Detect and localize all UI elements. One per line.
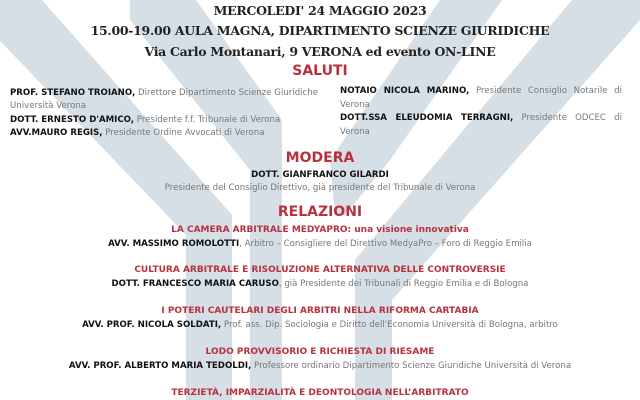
talk-topic: TERZIETÀ, IMPARZIALITÀ E DEONTOLOGIA NELL’ARBITRATO bbox=[171, 388, 469, 398]
relazioni-heading: RELAZIONI bbox=[277, 204, 363, 220]
event-address: Via Carlo Montanari, 9 VERONA ed evento ON-LINE bbox=[144, 44, 496, 59]
saluti-left-item: DOTT. ERNESTO D'AMICO, Presidente f.f. Tribunale di Verona bbox=[10, 115, 281, 125]
talk-speaker: DOTT. FRANCESCO MARIA CARUSO, già Presidente dei Tribunali di Reggio Emilia e di Bologna bbox=[111, 279, 529, 289]
saluti-right-item: NOTAIO NICOLA MARINO, Presidente Consiglio Notarile di Verona bbox=[340, 86, 622, 110]
moderator-name: DOTT. GIANFRANCO GILARDI bbox=[251, 170, 389, 180]
talk-speaker: AVV. PROF. ALBERTO MARIA TEDOLDI, Professore ordinario Dipartimento Scienze Giuridiche Università di Verona bbox=[68, 361, 572, 371]
saluti-heading: SALUTI bbox=[292, 63, 348, 79]
saluti-right-item: DOTT.SSA ELEUDOMIA TERRAGNI, Presidente ODCEC di Verona bbox=[340, 113, 622, 137]
saluti-left-item: PROF. STEFANO TROIANO, Direttore Dipartimento Scienze Giuridiche bbox=[10, 88, 319, 98]
talk-topic: LA CAMERA ARBITRALE MEDYAPRO: una visione innovativa bbox=[171, 225, 469, 235]
event-date: MERCOLEDI' 24 MAGGIO 2023 bbox=[213, 3, 427, 18]
event-time-place: 15.00-19.00 AULA MAGNA, DIPARTIMENTO SCIENZE GIURIDICHE bbox=[90, 23, 550, 38]
talk-topic: LODO PROVVISORIO E RICHIESTA DI RIESAME bbox=[205, 347, 435, 357]
moderator-role: Presidente del Consiglio Direttivo, già presidente del Tribunale di Verona bbox=[164, 183, 476, 193]
saluti-left-item-cont: Università Verona bbox=[10, 101, 87, 111]
saluti-left-item: AVV.MAURO REGIS, Presidente Ordine Avvocati di Verona bbox=[10, 128, 265, 138]
talk-topic: CULTURA ARBITRALE E RISOLUZIONE ALTERNATIVA DELLE CONTROVERSIE bbox=[134, 265, 506, 275]
talk-speaker: AVV. MASSIMO ROMOLOTTI, Arbitro – Consigliere del Direttivo MedyaPro – Foro di Reggio Emilia bbox=[108, 239, 532, 249]
talk-speaker: AVV. PROF. NICOLA SOLDATI, Prof. ass. Dip. Sociologia e Diritto dell'Economia Università di Bologna, arbitro bbox=[82, 320, 558, 330]
modera-heading: MODERA bbox=[285, 150, 355, 166]
talk-topic: I POTERI CAUTELARI DEGLI ARBITRI NELLA RIFORMA CARTABIA bbox=[161, 306, 479, 316]
